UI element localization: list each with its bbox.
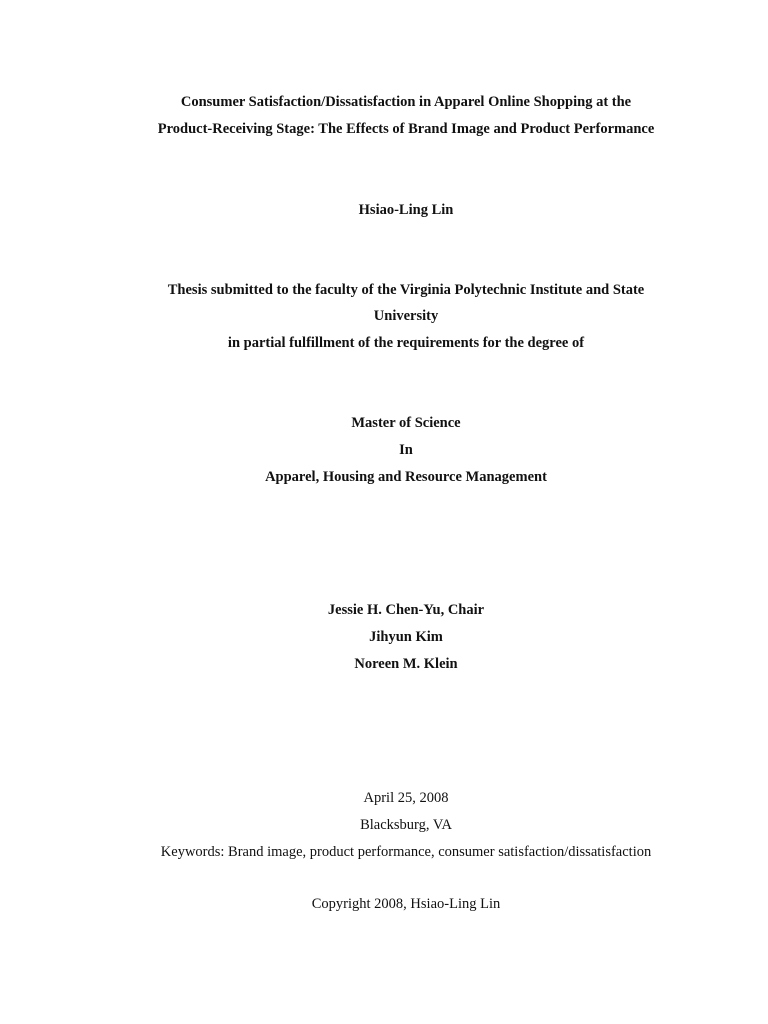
committee-member-chair: Jessie H. Chen-Yu, Chair [327, 602, 485, 618]
keywords: Keywords: Brand image, product performance, consumer satisfaction/dissatisfaction [160, 844, 652, 860]
copyright-notice: Copyright 2008, Hsiao-Ling Lin [311, 896, 501, 912]
degree-in: In [399, 442, 413, 458]
degree-field: Apparel, Housing and Resource Management [265, 469, 547, 485]
title-line-2: Product-Receiving Stage: The Effects of Brand Image and Product Performance [157, 121, 655, 137]
title-line-1: Consumer Satisfaction/Dissatisfaction in Apparel Online Shopping at the [180, 94, 632, 110]
degree-name: Master of Science [351, 415, 461, 431]
location: Blacksburg, VA [360, 817, 452, 833]
submission-line-2: University [373, 308, 439, 324]
committee-member: Noreen M. Klein [354, 656, 458, 672]
submission-line-3: in partial fulfillment of the requirements for the degree of [227, 335, 585, 351]
committee-member: Jihyun Kim [369, 629, 443, 645]
author-name: Hsiao-Ling Lin [358, 202, 454, 218]
submission-line-1: Thesis submitted to the faculty of the Virginia Polytechnic Institute and State [167, 282, 645, 298]
submission-date: April 25, 2008 [363, 790, 449, 806]
